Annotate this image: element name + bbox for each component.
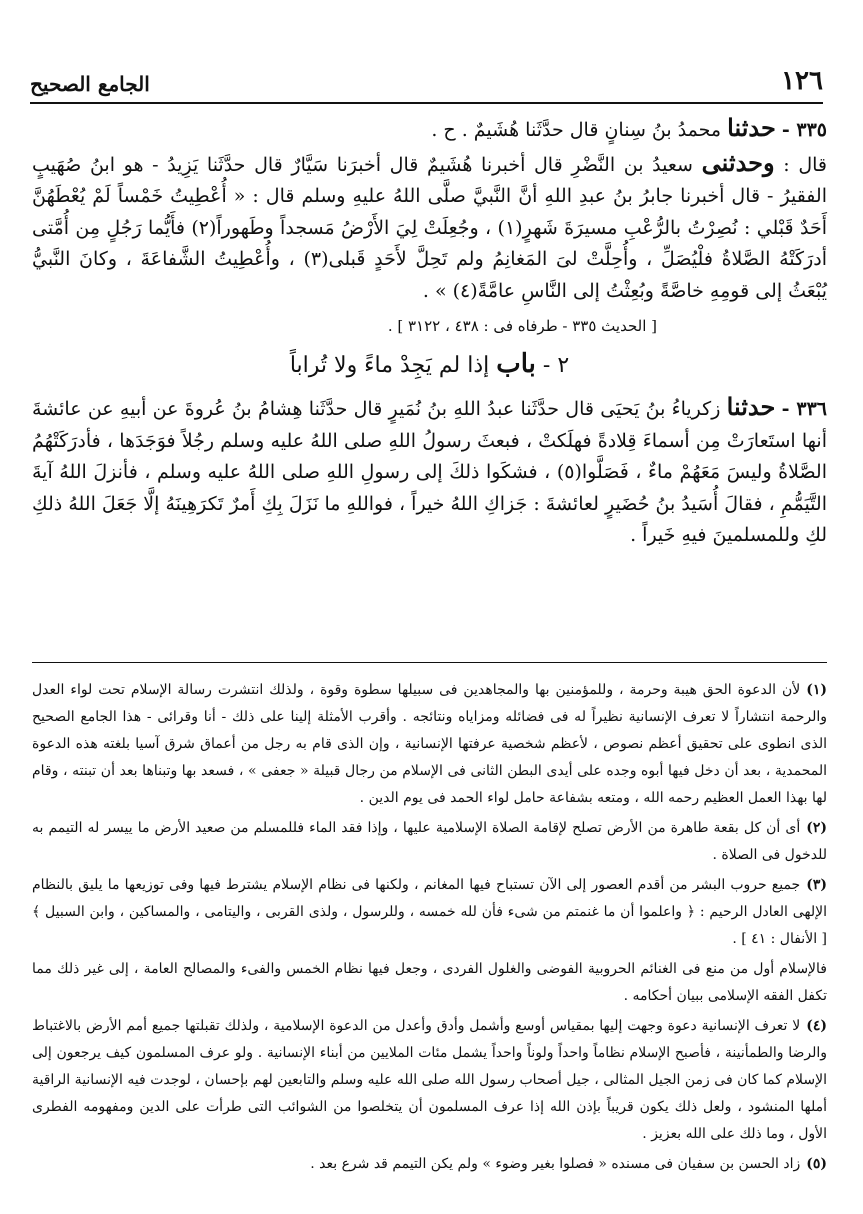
hadith-335 [32, 112, 827, 307]
footnote-number: (٤) [806, 1018, 827, 1034]
footnote-text: زاد الحسن بن سفيان فى مسنده « فصلوا بغير وضوء » ولم يكن التيمم قد شرع بعد . [310, 1156, 801, 1172]
haddathani-word: وحدثنى [701, 147, 775, 177]
hadith-number: ٣٣٥ - [781, 119, 827, 141]
footnote [32, 872, 827, 953]
main-text [32, 112, 827, 556]
hadith-reference: [ الحديث ٣٣٥ - طرفاه فى : ٤٣٨ ، ٣١٢٢ ] . [387, 317, 657, 335]
chapter-number: ٢ - [542, 352, 570, 378]
footnotes [32, 662, 827, 1181]
footnote-text: أى أن كل بقعة طاهرة من الأرض تصلح لإقامة الصلاة الإسلامية عليها ، وإذا فقد الماء فللمسلم من صعيد الأرض ما ييسر له التيمم به للدخول فى الصلاة . [32, 820, 827, 863]
footnote-text: لأن الدعوة الحق هيبة وحرمة ، وللمؤمنين بها والمجاهدين فى سبيلها سطوة وقوة ، ولذلك انتشرت رسالة الإسلام تحت لواء العدل والرحمة انتشاراً لا تعرف الإنسانية نظيراً له فى فضائله ومزاياه ونتائجه . وأقرب الأمثلة إلينا على ذلك - أنا وقرائى - هذا الجامع الصحيح الذى انطوى على تحقيق أعظم نصوص ، لأعظم شخصية عرفتها الإنسانية ، وإن الذى قام به رجل من أعماق شرق آسيا بلغته هذه الدعوة المحمدية ، بعد أن دخل فيها أبوه وجده على أيدى البطن الثانى فى الإسلام من رجال قبيلة « جعفى » ، فسعد بها وتبناها بعد أن تبنته ، وقام لها بهذا العمل العظيم رحمه الله ، ومتعه بشفاعة حامل لواء الحمد فى يوم الدين . [32, 682, 827, 806]
footnote-text: جميع حروب البشر من أقدم العصور إلى الآن تستباح فيها المغانم ، ولكنها فى نظام الإسلام يشترط فيها وفى توزيعها ما يليق بالنظام الإلهى العادل الرحيم : ﴿ واعلموا أن ما غنمتم من شىء فأن لله خمسه ، وللرسول ، ولذى القربى ، واليتامى ، والمساكين ، وابن السبيل ﴾ [ الأنفال : ٤١ ] . [32, 877, 827, 947]
footnote-number: (٢) [806, 820, 827, 836]
hadith-text: سعيدُ بن النَّضْرِ قال أخبرنا هُشَيمٌ قال أخبرَنا سَيَّارٌ قال حدَّثَنا يَزِيدُ - هو ابنُ صُهَيبٍ الفقيرُ - قال أخبرنا جابرُ بنُ عبدِ اللهِ أنَّ النَّبيَّ صلَّى اللهُ عليهِ وسلم قال : « أُعْطِيتُ خَمْساً لَمْ يُعْطَهُنَّ أَحَدٌ قَبْلي : نُصِرْتُ بالرُّعْبِ مسيرَةَ شَهرٍ(١) ، وجُعِلَتْ لِيَ الأَرْضُ مَسجداً وطَهوراً(٢) فأَيُّما رَجُلٍ مِن أُمَّتى أدرَكَتْهُ الصَّلاةُ فلْيُصَلِّ ، وأُحِلَّتْ لىَ المَغانِمُ ولم تَحِلَّ لأَحَدٍ قَبلى(٣) ، وأُعْطِيتُ الشَّفاعَةَ ، وكانَ النَّبيُّ يُبْعَثُ إلى قومِهِ خاصَّةً وبُعِثْتُ إلى النَّاسِ عامَّةً(٤) » . [32, 153, 827, 302]
footnote-number: (٣) [806, 877, 827, 893]
footnote-text: لا تعرف الإنسانية دعوة وجهت إليها بمقياس أوسع وأشمل وأدق وأعدل من الدعوة الإسلامية ، ولذلك تقبلتها جميع أمم الأرض بالاغتباط والرضا والطمأنينة ، فأصبح الإسلام نظاماً واحداً ولوناً واحداً يشمل مئات الملايين من أبناء الإنسانية . ولو عرف المسلمون كيف يرجعون إلى الإسلام كما كان فى زمن الجيل المثالى ، جيل أصحاب رسول الله صلى الله عليه وسلم والتابعين لهم بإحسان ، لوجدت فيه الإنسانية الراقية أملها المنشود ، ولعل ذلك يكون قريباً بإذن الله إذا عرف المسلمون أن يتخلصوا من الشوائب التى طرأت على الدين ومفهومه الفطرى الأول ، وما ذلك على الله بعزيز . [32, 1018, 827, 1142]
footnote [32, 1013, 827, 1148]
hadith-intro: قال : [783, 153, 828, 176]
footnote-continuation: فالإسلام أول من منع فى الغنائم الحروبية الفوضى والغلول الفردى ، وجعل فيها نظام الخمس والفىء والمصالح العامة ، إلى غير ذلك مما تكفل الفقه الإسلامى ببيان أحكامه . [32, 961, 827, 1004]
footnote [32, 815, 827, 869]
haddathana-word: حدثنا [727, 113, 776, 142]
footnote-number: (٥) [806, 1156, 827, 1172]
hadith-isnad: محمدُ بنُ سِنانٍ قال حدَّثَنا هُشَيمٌ . ح . [431, 119, 722, 141]
hadith-text: زكرياءُ بنُ يَحيَى قال حدَّثَنا عبدُ اللهِ بنُ نُمَيرٍ قال حدَّثَنا هِشامُ بنُ عُروةَ عن أبيهِ عن عائشةَ أنها استَعارَتْ مِن أسماءَ قِلادةً فهلَكتْ ، فبعثَ رسولُ اللهِ صلى اللهُ عليه وسلم رجُلاً فوَجَدَها ، فأدرَكَتْهُمُ الصَّلاةُ وليسَ مَعَهُمْ ماءٌ ، فَصَلَّوا(٥) ، فشكَوا ذلكَ إلى رسولِ اللهِ صلى اللهُ عليه وسلم ، فأنزلَ اللهُ آيةَ التَّيَمُّمِ ، فقالَ أُسَيدُ بنُ حُضَيرٍ لعائشةَ : جَزاكِ اللهُ خيراً ، فواللهِ ما نَزَلَ بِكِ أَمرٌ تَكرَهِينَهُ إلَّا جَعَلَ اللهُ ذلكِ لكِ وللمسلمينَ فيهِ خَيراً . [32, 398, 828, 546]
footnote [32, 677, 827, 812]
hadith-number: ٣٣٦ - [781, 398, 827, 420]
hadith-336 [32, 391, 827, 552]
chapter-heading [32, 349, 827, 382]
chapter-word: باب [496, 348, 536, 379]
footnote [32, 1151, 827, 1178]
haddathana-word: حدثنا [726, 392, 776, 421]
footnote-number: (١) [806, 682, 827, 698]
chapter-title: إذا لم يَجِدْ ماءً ولا تُراباً [289, 352, 490, 378]
page-header [30, 62, 823, 104]
page-number: ١٢٦ [781, 66, 823, 96]
book-title: الجامع الصحيح [30, 72, 150, 96]
